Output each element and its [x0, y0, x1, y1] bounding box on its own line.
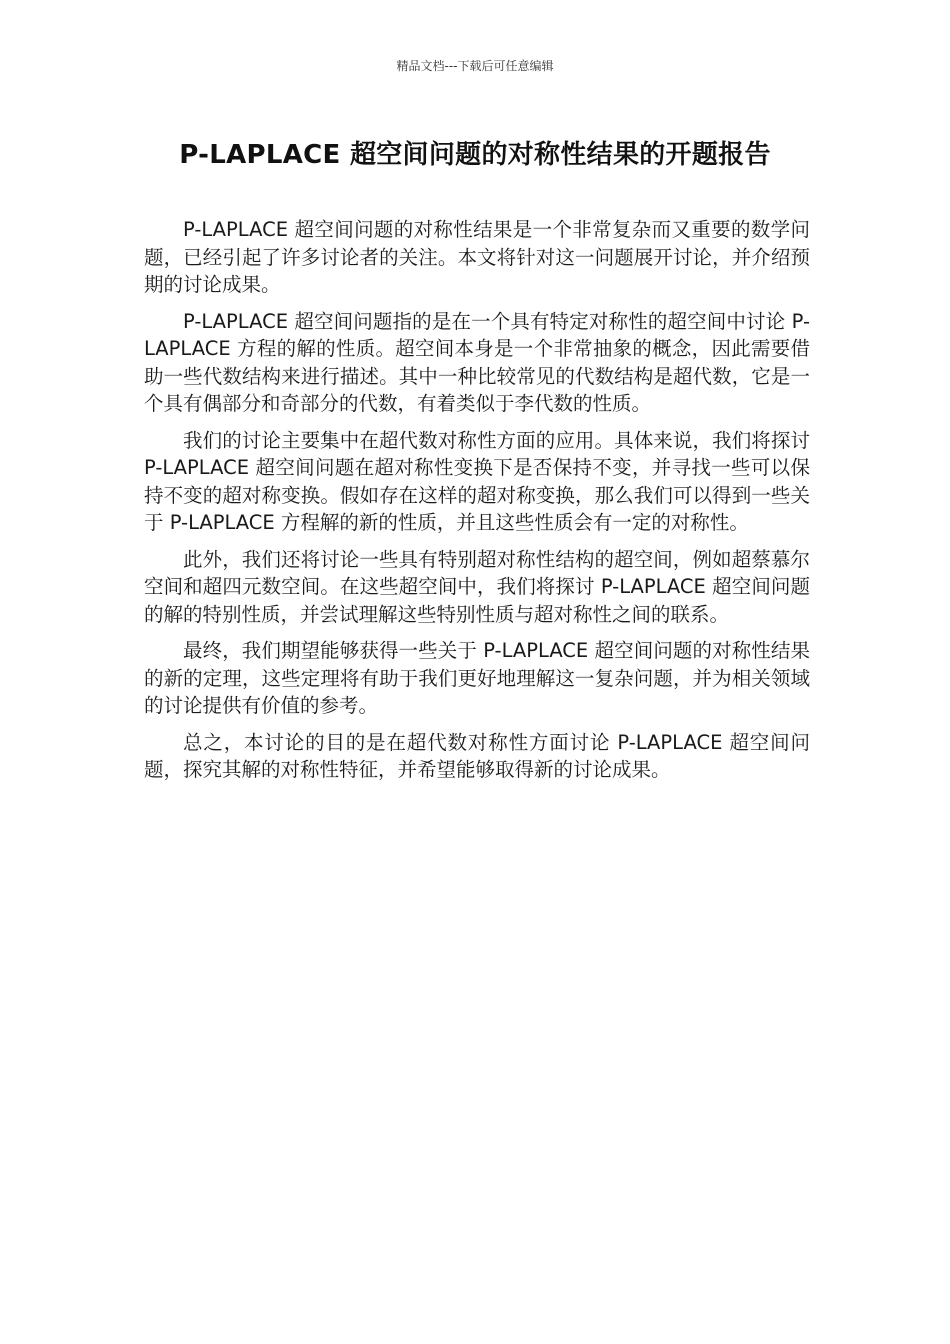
document-body — [144, 216, 810, 793]
paragraph-5: 最终，我们期望能够获得一些关于 P-LAPLACE 超空间问题的对称性结果的新的定理，这些定理将有助于我们更好地理解这一复杂问题，并为相关领域的讨论提供有价值的参考。 — [144, 639, 810, 717]
header-note: 精品文档---下载后可任意编辑 — [396, 59, 554, 73]
paragraph-2: P-LAPLACE 超空间问题指的是在一个具有特定对称性的超空间中讨论 P-LAPLACE 方程的解的性质。超空间本身是一个非常抽象的概念，因此需要借助一些代数结构来进行描述。其中一种比较常见的代数结构是超代数，它是一个具有偶部分和奇部分的代数，有着类似于李代数的性质。 — [144, 309, 810, 415]
paragraph-6: 总之，本讨论的目的是在超代数对称性方面讨论 P-LAPLACE 超空间问题，探究其解的对称性特征，并希望能够取得新的讨论成果。 — [144, 730, 810, 781]
paragraph-1: P-LAPLACE 超空间问题的对称性结果是一个非常复杂而又重要的数学问题，已经引起了许多讨论者的关注。本文将针对这一问题展开讨论，并介绍预期的讨论成果。 — [144, 218, 810, 296]
paragraph-3: 我们的讨论主要集中在超代数对称性方面的应用。具体来说，我们将探讨 P-LAPLACE 超空间问题在超对称性变换下是否保持不变，并寻找一些可以保持不变的超对称变换。假如存在这样的超对称变换，那么我们可以得到一些关于 P-LAPLACE 方程解的新的性质，并且这些性质会有一定的对称性。 — [144, 428, 810, 534]
paragraph-4: 此外，我们还将讨论一些具有特别超对称性结构的超空间，例如超蔡慕尔空间和超四元数空间。在这些超空间中，我们将探讨 P-LAPLACE 超空间问题的解的特别性质，并尝试理解这些特别性质与超对称性之间的联系。 — [144, 547, 810, 626]
document-title: P-LAPLACE 超空间问题的对称性结果的开题报告 — [179, 140, 771, 170]
